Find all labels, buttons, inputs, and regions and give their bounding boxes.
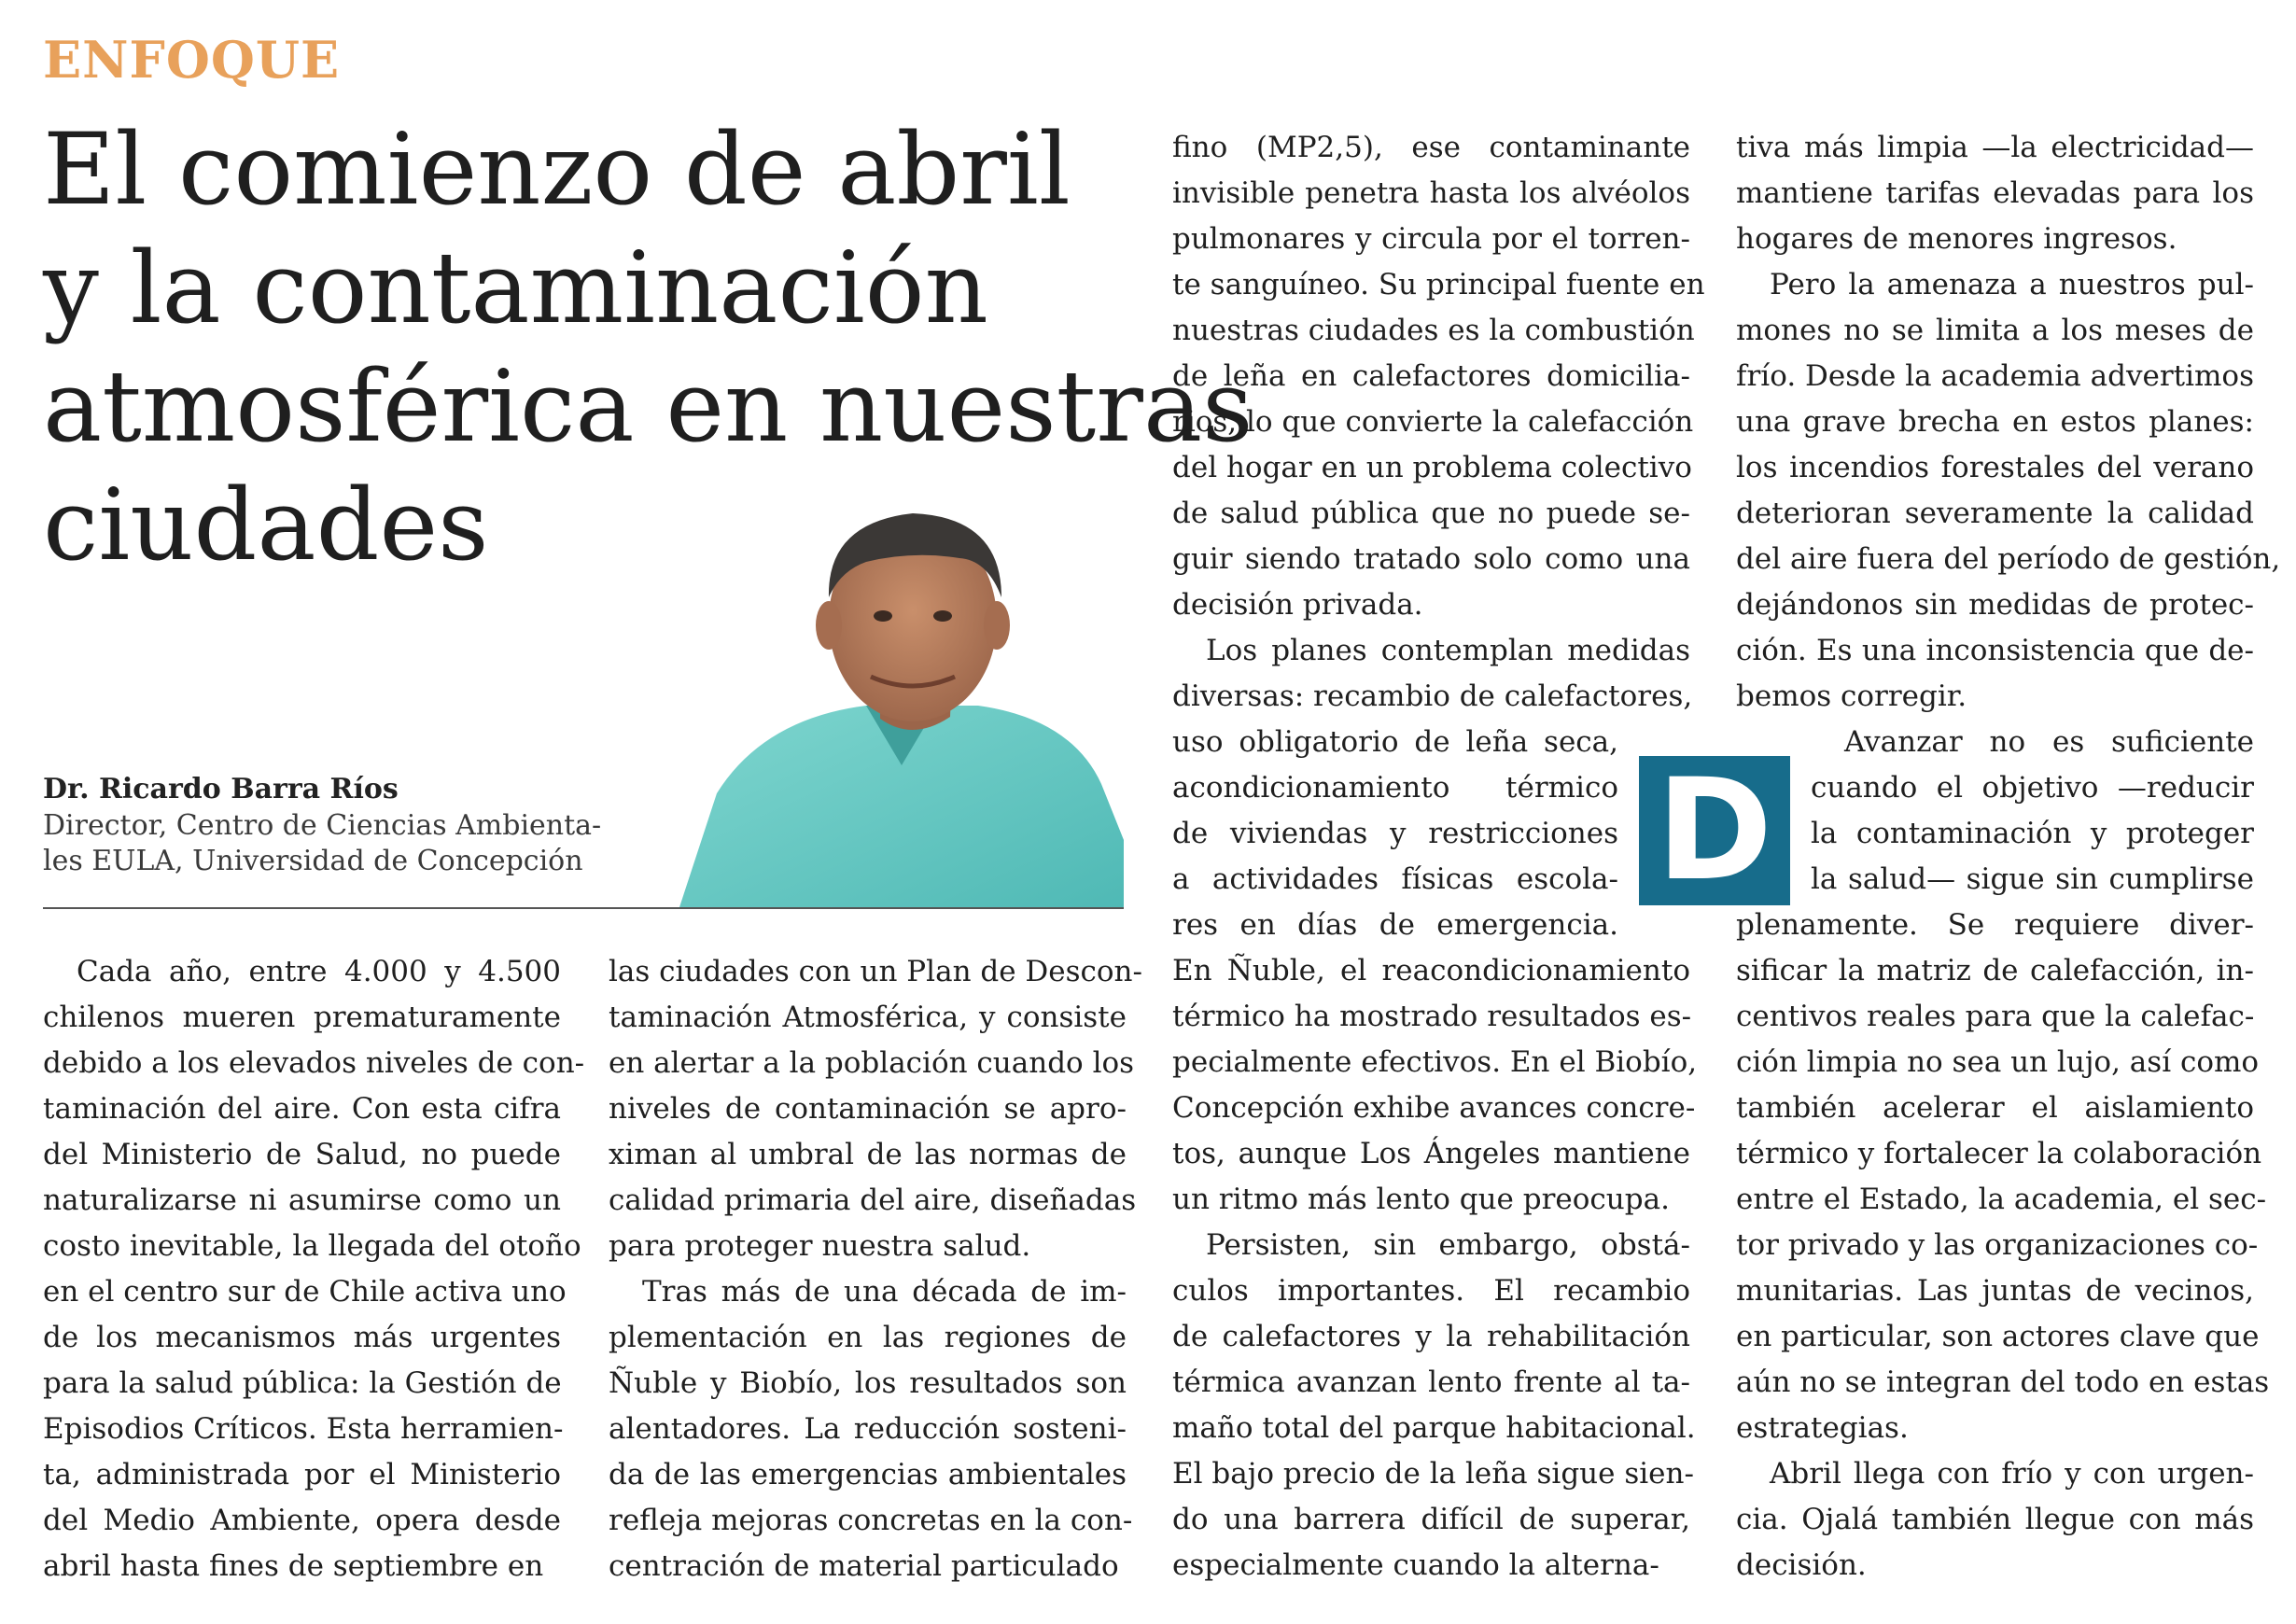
article-line: centración de material particulado (609, 1549, 1119, 1583)
article-line: de leña en calefactores domicilia- (1172, 359, 1690, 393)
article-line: deterioran severamente la calidad (1736, 497, 2254, 530)
article-line: también acelerar el aislamiento (1736, 1091, 2254, 1125)
article-line: te sanguíneo. Su principal fuente en (1172, 268, 1705, 301)
article-line: uso obligatorio de leña seca, (1172, 725, 1618, 759)
article-line: plementación en las regiones de (609, 1321, 1127, 1354)
article-line: frío. Desde la academia advertimos (1736, 359, 2254, 393)
article-line: Persisten, sin embargo, obstá- (1206, 1228, 1690, 1262)
article-line: un ritmo más lento que preocupa. (1172, 1183, 1670, 1216)
article-line: munitarias. Las juntas de vecinos, (1736, 1274, 2254, 1308)
article-line: centivos reales para que la calefac- (1736, 1000, 2255, 1033)
article-line: en el centro sur de Chile activa uno (43, 1275, 567, 1309)
author-role (43, 808, 696, 879)
article-line: de salud pública que no puede se- (1172, 497, 1690, 530)
article-line: dejándonos sin medidas de protec- (1736, 588, 2254, 622)
article-line: mones no se limita a los meses de (1736, 314, 2254, 347)
article-line: fino (MP2,5), ese contaminante (1172, 131, 1690, 164)
article-line: niveles de contaminación se apro- (609, 1092, 1127, 1126)
article-line: refleja mejoras concretas en la con- (609, 1504, 1133, 1537)
article-line: ción. Es una inconsistencia que de- (1736, 634, 2254, 667)
article-column-2 (609, 949, 1143, 1589)
author-role-line: les EULA, Universidad de Concepción (43, 845, 583, 877)
article-line: tiva más limpia —la electricidad— (1736, 131, 2254, 164)
article-line: naturalizarse ni asumirse como un (43, 1183, 561, 1217)
article-line: para proteger nuestra salud. (609, 1229, 1031, 1263)
article-line: del Ministerio de Salud, no puede (43, 1138, 561, 1171)
article-line: ximan al umbral de las normas de (609, 1138, 1127, 1171)
article-line: invisible penetra hasta los alvéolos (1172, 176, 1690, 210)
article-line: entre el Estado, la academia, el sec- (1736, 1183, 2267, 1216)
article-line: ción limpia no sea un lujo, así como (1736, 1045, 2260, 1079)
article-line: del aire fuera del período de gestión, (1736, 542, 2281, 576)
author-byline (43, 771, 696, 879)
article-line: Ñuble y Biobío, los resultados son (609, 1366, 1127, 1400)
article-line: del Medio Ambiente, opera desde (43, 1504, 561, 1537)
article-line: acondicionamiento térmico (1172, 771, 1618, 805)
article-column-1 (43, 949, 585, 1589)
article-line: nuestras ciudades es la combustión (1172, 314, 1695, 347)
article-line: en alertar a la población cuando los (609, 1046, 1135, 1080)
article-line: decisión privada. (1172, 588, 1423, 622)
article-line: rios, lo que convierte la calefacción (1172, 405, 1694, 439)
article-line: sificar la matriz de calefacción, in- (1736, 954, 2254, 987)
article-line: bemos corregir. (1736, 679, 1967, 713)
article-line: costo inevitable, la llegada del otoño (43, 1229, 581, 1263)
article-line: diversas: recambio de calefactores, (1172, 679, 1693, 713)
author-role-line: Director, Centro de Ciencias Ambienta- (43, 809, 602, 842)
article-line: de los mecanismos más urgentes (43, 1321, 561, 1354)
article-line: culos importantes. El recambio (1172, 1274, 1690, 1308)
article-line: en particular, son actores clave que (1736, 1320, 2260, 1353)
article-line: decisión. (1736, 1548, 1867, 1582)
article-line: de calefactores y la rehabilitación (1172, 1320, 1690, 1353)
article-line: tor privado y las organizaciones co- (1736, 1228, 2259, 1262)
article-line: Abril llega con frío y con urgen- (1770, 1457, 2254, 1491)
article-line: pulmonares y circula por el torren- (1172, 222, 1690, 256)
article-column-4 (1736, 125, 2281, 1589)
article-line: aún no se integran del todo en estas (1736, 1365, 2270, 1399)
article-line: Cada año, entre 4.000 y 4.500 (77, 955, 561, 988)
article-line: alentadores. La reducción sosteni- (609, 1412, 1127, 1446)
article-line: Avanzar no es suficiente (1844, 725, 2254, 759)
article-line: estrategias. (1736, 1411, 1909, 1445)
article-line: para la salud pública: la Gestión de (43, 1366, 562, 1400)
article-line: mantiene tarifas elevadas para los (1736, 176, 2254, 210)
article-line: taminación Atmosférica, y consiste (609, 1001, 1127, 1034)
article-line: especialmente cuando la alterna- (1172, 1548, 1659, 1582)
article-line: Tras más de una década de im- (642, 1275, 1127, 1309)
article-line: guir siendo tratado solo como una (1172, 542, 1690, 576)
article-column-3 (1172, 125, 1705, 1589)
author-photo (679, 485, 1124, 907)
article-line: hogares de menores ingresos. (1736, 222, 2177, 256)
article-line: de viviendas y restricciones (1172, 817, 1618, 850)
author-name: Dr. Ricardo Barra Ríos (43, 773, 399, 805)
headline-line: y la contaminación (43, 231, 988, 345)
article-line: térmico ha mostrado resultados es- (1172, 1000, 1692, 1033)
article-line: En Ñuble, el reacondicionamiento (1172, 954, 1690, 987)
article-line: Concepción exhibe avances concre- (1172, 1091, 1696, 1125)
article-line: abril hasta fines de septiembre en (43, 1549, 544, 1583)
article-line: Los planes contemplan medidas (1206, 634, 1690, 667)
article-line: debido a los elevados niveles de con- (43, 1046, 585, 1080)
article-line: las ciudades con un Plan de Descon- (609, 955, 1143, 988)
section-label: ENFOQUE (43, 30, 341, 90)
article-line: El bajo precio de la leña sigue sien- (1172, 1457, 1694, 1491)
article-line: cuando el objetivo —reducir (1811, 771, 2254, 805)
article-line: Pero la amenaza a nuestros pul- (1770, 268, 2254, 301)
headline-line: atmosférica en nuestras (43, 349, 1253, 464)
article-line: térmico y fortalecer la colaboración (1736, 1137, 2262, 1170)
divider-rule (43, 907, 1124, 909)
article-line: cia. Ojalá también llegue con más (1736, 1503, 2254, 1536)
headline-line: ciudades (43, 468, 489, 582)
drop-cap: D (1639, 756, 1790, 905)
article-line: Episodios Críticos. Esta herramien- (43, 1412, 564, 1446)
article-line: la contaminación y proteger (1811, 817, 2254, 850)
article-line: los incendios forestales del verano (1736, 451, 2254, 484)
article-line: ta, administrada por el Ministerio (43, 1458, 561, 1491)
article-line: tos, aunque Los Ángeles mantiene (1172, 1137, 1690, 1170)
article-line: do una barrera difícil de superar, (1172, 1503, 1690, 1536)
article-line: taminación del aire. Con esta cifra (43, 1092, 561, 1126)
article-line: pecialmente efectivos. En el Biobío, (1172, 1045, 1698, 1079)
article-line: una grave brecha en estos planes: (1736, 405, 2254, 439)
article-line: a actividades físicas escola- (1172, 862, 1618, 896)
article-line: plenamente. Se requiere diver- (1736, 908, 2254, 942)
article-line: chilenos mueren prematuramente (43, 1001, 561, 1034)
article-line: la salud— sigue sin cumplirse (1811, 862, 2254, 896)
article-line: del hogar en un problema colectivo (1172, 451, 1692, 484)
headline-line: El comienzo de abril (43, 112, 1071, 227)
article-line: maño total del parque habitacional. (1172, 1411, 1696, 1445)
article-line: térmica avanzan lento frente al ta- (1172, 1365, 1690, 1399)
article-line: res en días de emergencia. (1172, 908, 1618, 942)
article-line: da de las emergencias ambientales (609, 1458, 1127, 1491)
article-line: calidad primaria del aire, diseñadas (609, 1183, 1137, 1217)
